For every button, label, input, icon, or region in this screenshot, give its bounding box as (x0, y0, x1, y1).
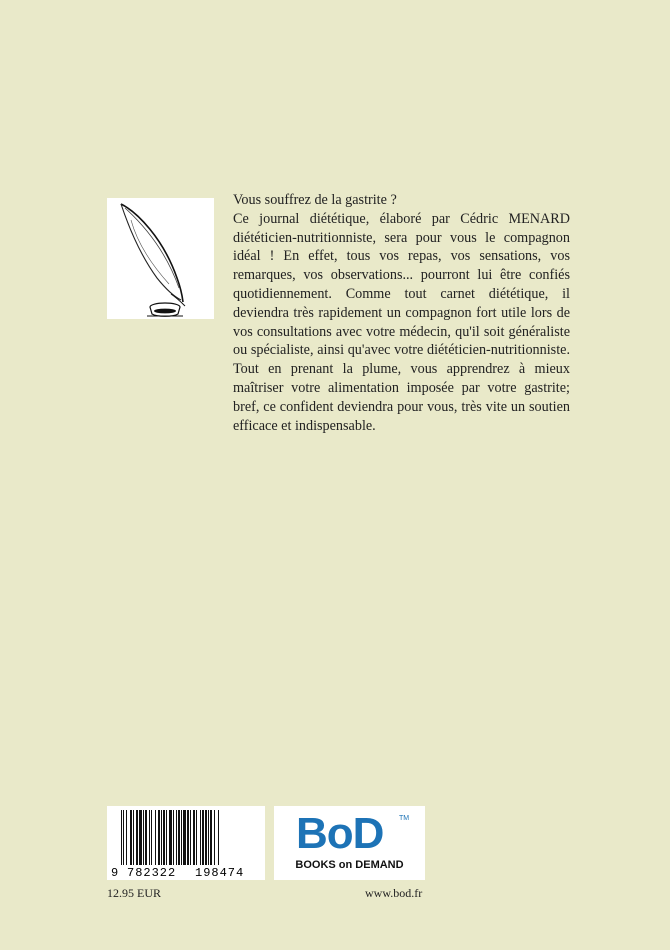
price-label: 12.95 EUR (107, 886, 161, 900)
bod-tagline: BOOKS on DEMAND (295, 859, 404, 871)
barcode-group-2: 198474 (195, 866, 245, 880)
blurb-body: Ce journal diététique, élaboré par Cédric MENARD diététicien-nutritionniste, sera pour vous le compagnon idéal ! En effet, tous vos repas, vos sensations, vos remarques, vos observations... pourront lui être confiés quotidiennement. Comme tout carnet diététique, il deviendra très rapidement un compagnon fort utile lors de vos consultations avec votre médecin, qu'il soit généraliste ou spécialiste, ainsi qu'avec votre diététicien-nutritionniste. Tout en prenant la plume, vous apprendrez à mieux maîtriser votre alimentation imposée par votre gastrite; bref, ce confident deviendra pour vous, très vite un soutien efficace et indispensable. (233, 210, 570, 434)
quill-illustration (107, 198, 214, 319)
isbn-barcode (107, 806, 265, 880)
barcode-lead-digit: 9 (111, 866, 119, 880)
bod-logo-text: BoD (296, 809, 384, 858)
website-label: www.bod.fr (365, 886, 423, 900)
publisher-logo (274, 806, 425, 880)
barcode-group-1: 782322 (127, 866, 177, 880)
blurb-question: Vous souffrez de la gastrite ? (233, 192, 397, 208)
back-cover-blurb (233, 191, 570, 435)
bod-trademark: TM (399, 815, 410, 822)
quill-inkwell-icon (107, 198, 214, 319)
